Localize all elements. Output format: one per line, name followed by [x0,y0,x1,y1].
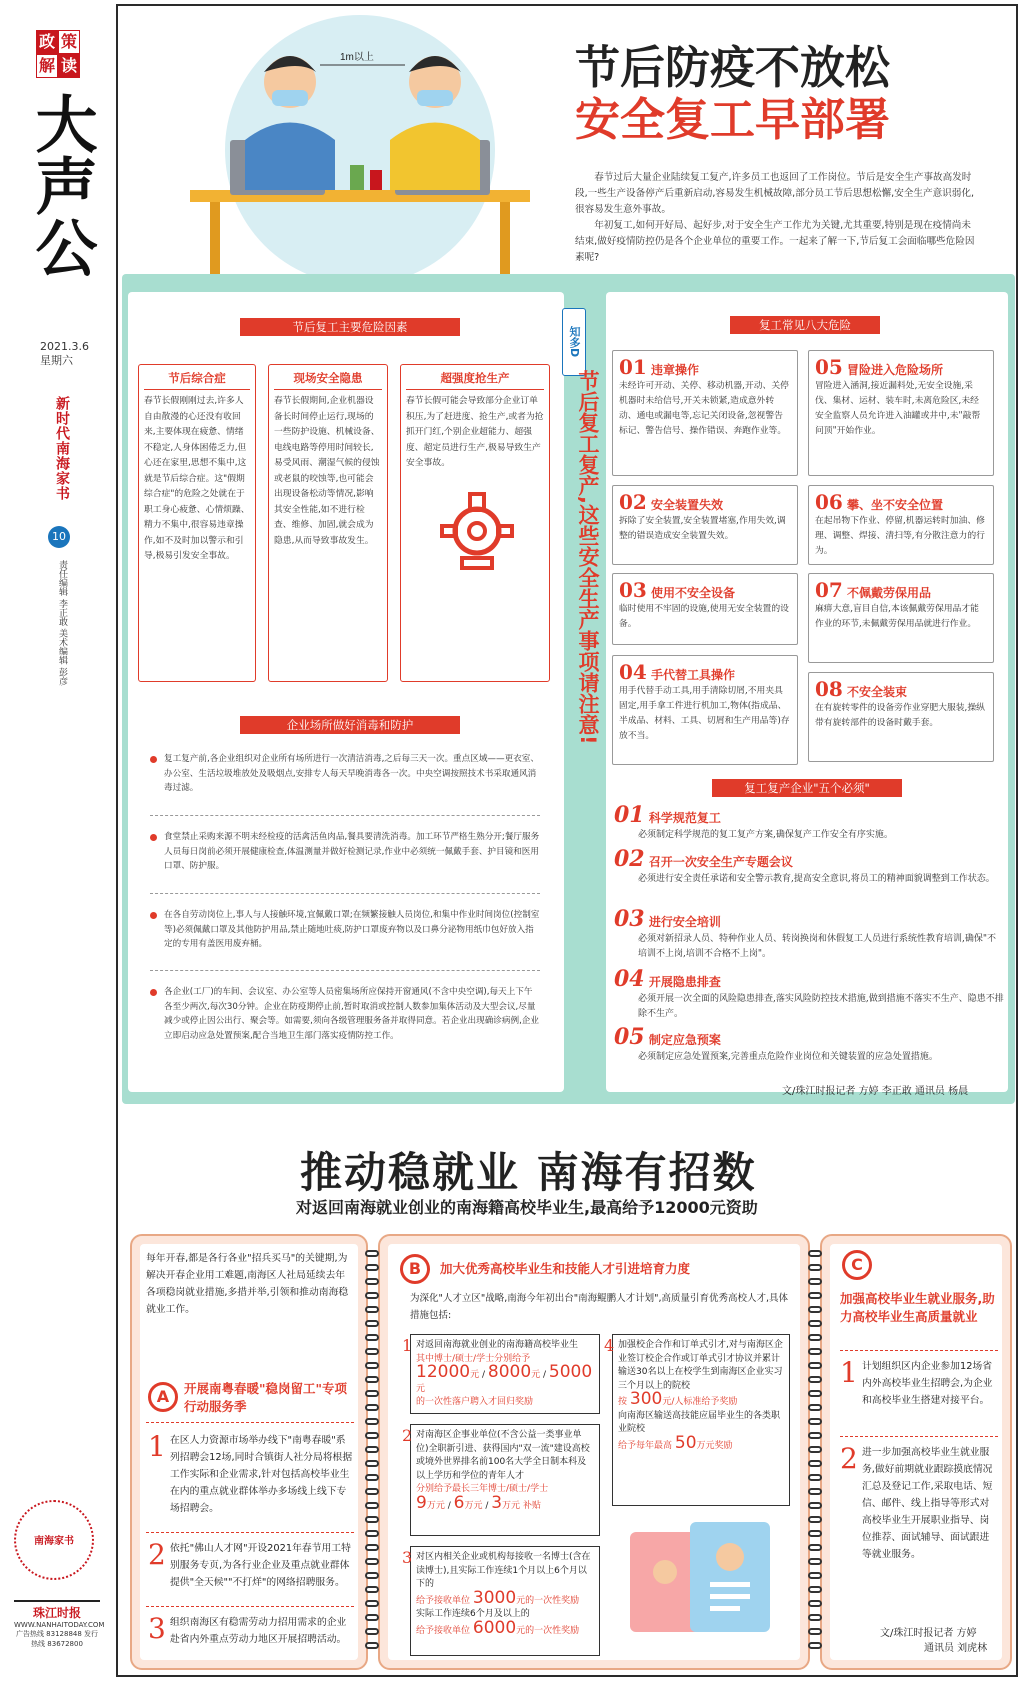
amount: 9 [416,1492,427,1513]
box-lead: 加强校企合作和订单式引才,对与南海区企业签订校企合作或订单式引才协议并累计输送30名以上在校学生到南海区企业实习三个月以上的院校 [618,1340,783,1391]
badge-char: 解 [36,54,58,78]
box-sub: 分别给予最长三年博士/硕士/学士 [416,1484,549,1494]
amount: 3 [491,1492,503,1513]
box-lead: 实际工作连续6个月及以上的 [416,1609,530,1619]
divider [840,1350,998,1351]
box-lead: 对返回南海就业创业的南海籍高校毕业生 [416,1340,579,1350]
employment-subtitle: 对返回南海就业创业的南海籍高校毕业生,最高给予12000元资助 [296,1198,758,1217]
divider [150,893,540,894]
funding-box-3 [410,1546,600,1656]
spiral-ring [808,1320,822,1327]
danger-item [808,672,994,762]
resume-illustration [620,1512,790,1652]
box-lead: 向南海区输送高技能应届毕业生的各类职业院校 [618,1410,781,1434]
page-title: 大声公 [25,92,98,278]
section-a-title: 开展南粤春暖"稳岗留工"专项行动服务季 [184,1381,348,1414]
unit: 元 [516,1625,526,1636]
spiral-ring [808,1586,822,1593]
spiral-ring [808,1292,822,1299]
spiral-ring [365,1474,379,1481]
must-item [614,906,1004,962]
spiral-ring [365,1306,379,1313]
section-c-title: 加强高校毕业生就业服务,助力高校毕业生高质量就业 [840,1291,995,1324]
badge-char: 政 [36,30,58,54]
unit: 万元 [426,1500,445,1511]
spiral-ring [808,1362,822,1369]
danger-text: 麻痹大意,盲目自信,本该佩戴劳保用品才能作业的环节,未佩戴劳保用品就进行作业。 [815,604,979,629]
must-title: 召开一次安全生产专题会议 [648,855,793,869]
spiral-ring [365,1628,379,1635]
section-letter-b: B [400,1254,430,1284]
spiral-ring [808,1544,822,1551]
spiral-ring [365,1516,379,1523]
spiral-ring [365,1600,379,1607]
must-text: 必须制定科学规范的复工复产方案,确保复产工作安全有序实施。 [638,830,893,840]
spiral-ring [365,1642,379,1649]
hero-title [575,42,890,146]
must-item [614,802,1004,843]
paper-site: WWW.NANHAITODAY.COM [14,1621,105,1629]
hero-intro [575,170,975,266]
c-item-text: 进一步加强高校毕业生就业服务,做好前期就业跟踪摸底情况汇总及登记工作,采取电话、短信、邮件、线上指导等形式对高校毕业生开展职业指导、岗位推荐、面试辅导、面试跟进等就业服务。 [862,1447,993,1560]
spiral-ring [365,1488,379,1495]
section-letter-a: A [148,1382,178,1412]
spiral-ring [808,1390,822,1397]
box-lead: 对南海区企事业单位(不含公益一类事业单位)全职新引进、获得国内"双一流"建设高校或境外世界排名前100名大学全日制本科及以上学历和学位的青年人才 [416,1430,590,1481]
risk-box-text: 春节长假期间,企业机器设备长时间停止运行,现场的一些防护设施、机械设备、电线电路等停用时间较长,易受风雨、潮湿气候的侵蚀或老鼠的咬蚀等,也可能会出现设备松动等情况,影响其安全性能,如不进行检查、维修、加固,就会成为隐患,从而导致事故发生。 [274,396,380,546]
spiral-ring [808,1474,822,1481]
spiral-ring [808,1404,822,1411]
spiral-ring [808,1418,822,1425]
box-no: 4 [604,1336,615,1355]
eight-ribbon: 复工常见八大危险 [730,316,880,334]
side-vertical-title: 节后复工复产,这些安全生产事项请注意! [576,370,600,745]
unit: 元 [531,1370,541,1380]
must-no: 05 [614,1024,645,1050]
office-workers-illustration [150,10,570,300]
spiral-ring [808,1488,822,1495]
series-title: 新时代南海家书 [54,396,70,501]
date-text: 2021.3.6 [40,340,89,353]
spiral-ring [365,1432,379,1439]
a-item-text: 依托"佛山人才网"开设2021年春节用工特别服务专页,为各行业企业及重点就业群体提供"全天候""不打烊"的网络招聘服务。 [170,1543,351,1588]
amount: 12000 [416,1362,471,1382]
must-title: 进行安全培训 [648,915,721,929]
column-badge [36,30,80,74]
machine-gear-icon [432,486,522,576]
risk-box-text: 春节长假刚刚过去,许多人自由散漫的心还没有收回来,主要体现在疲惫、情绪不稳定,人身体困倦乏力,但心还在家里,思想不集中,这就是节后综合症。这"假期综合症"的危险之处就在于职工身心疲惫、心情烦躁、精力不集中,很容易违章操作,如不及时加以警示和引导,极易引发安全事故。 [144,396,250,561]
must-item [614,846,1004,887]
spiral-ring [365,1376,379,1383]
c-item-no: 2 [840,1442,858,1475]
a-item-no: 1 [148,1430,166,1463]
spiral-ring [365,1502,379,1509]
tag-zhiduo: 知多D [562,308,586,376]
box-tail: 补贴 [522,1500,541,1511]
danger-no: 06 [815,490,843,514]
must-item [614,1024,1004,1065]
spiral-ring [808,1600,822,1607]
must-text: 必须开展一次全面的风险隐患排查,落实风险防控技术措施,做到措施不落实不生产、隐患不排除不生产。 [638,994,1004,1019]
risk-box-text: 春节长假可能会导致部分企业订单积压,为了赶进度、抢生产,或者为抢抓开门红,个别企业超能力、超强度、超定员进行生产,极易导致生产安全事故。 [406,396,544,468]
danger-text: 拆除了安全装置,安全装置堵塞,作用失效,调整的错误造成安全装置失效。 [619,516,786,541]
distance-label: 1m以上 [340,52,374,63]
credit-line: 通讯员 刘虎林 [924,1643,988,1654]
spiral-ring [808,1334,822,1341]
amount: 300 [629,1389,663,1409]
credit-line: 文/珠江时报记者 方婷 [880,1628,977,1639]
issue-date [40,340,89,368]
danger-item [612,485,798,565]
box-tail: 的一次性奖励 [525,1625,580,1636]
spiral-binding [808,1250,822,1656]
hero-title-line1: 节后防疫不放松 [575,41,891,94]
spiral-ring [365,1348,379,1355]
spiral-ring [808,1516,822,1523]
must-item [614,966,1004,1022]
spiral-ring [365,1460,379,1467]
unit: 元 [516,1595,526,1606]
funding-box-4 [612,1334,790,1506]
box-tail: 的一次性奖励 [525,1595,580,1606]
c-item-no: 1 [840,1356,858,1389]
danger-title: 冒险进入危险场所 [847,363,944,377]
employment-intro: 每年开春,都是各行各业"招兵买马"的关键期,为解决开春企业用工难题,南海区人社局延续去年各项稳岗就业措施,多措并举,引领和推动南海稳就业工作。 [146,1253,349,1315]
spiral-binding [365,1250,379,1656]
danger-title: 违章操作 [651,363,700,377]
spiral-ring [365,1418,379,1425]
employment-title: 推动稳就业 南海有招数 [300,1148,757,1197]
box-sub: 给予每年最高 [618,1440,673,1451]
badge-char: 策 [58,30,80,54]
spiral-ring [808,1642,822,1649]
disinfect-item: 复工复产前,各企业组织对企业所有场所进行一次清洁消毒,之后每三天一次。重点区域——更衣室、办公室、生活垃圾堆放处及吸烟点,安排专人每天早晚消毒各一次。中央空调按照技术书采取通风消毒过滤。 [150,752,540,796]
spiral-ring [365,1278,379,1285]
divider [146,1532,354,1533]
spiral-ring [365,1250,379,1257]
disinfect-item: 在各自劳动岗位上,事人与人接触环境,宜佩戴口罩;在频繁接触人员岗位,和集中作业时间岗位(控制室等)必须佩戴口罩及其他防护用品,禁止随地吐痰,防护口罩废弃物以及口鼻分泌物用纸巾包好放入指定的专用有盖医用废弃桶。 [150,908,540,952]
risk-box [400,364,550,682]
disinfect-ribbon: 企业场所做好消毒和防护 [240,716,460,734]
must-text: 必须制定应急处置预案,完善重点危险作业岗位和关键装置的应急处置措施。 [638,1052,938,1062]
box-tail: /人标准给予奖励 [671,1397,738,1407]
spiral-ring [365,1544,379,1551]
risk-box [268,364,388,682]
disinfect-item: 各企业(工厂)的车间、会议室、办公室等人员密集场所应保持开窗通风(不含中央空调),每天上下午各至少两次,每次30分钟。企业在防疫期停止前,暂时取消或控制人数参加集体活动及大型会议,尽量减少或停止因公出行、聚会等。如需要,须向各级管理服务备并取得同意。若企业出现确诊病例,企业立即启动应急处置预案,配合当地卫生部门落实疫情防控工作。 [150,985,540,1043]
qr-label: 南海家书 [34,1536,74,1547]
danger-no: 04 [619,660,647,684]
must-no: 03 [614,906,645,932]
must-text: 必须对新招录人员、特种作业人员、转岗换岗和休假复工人员进行系统性教育培训,确保"不培训不上岗,培训不合格不上岗"。 [638,934,997,959]
unit: 元 [662,1397,672,1407]
unit: 万元 [502,1500,521,1511]
spiral-ring [365,1572,379,1579]
danger-text: 在起吊物下作业、停留,机器运转时加油、修理、调整、焊接、清扫等,有分散注意力的行为。 [815,516,985,556]
spiral-ring [365,1404,379,1411]
unit: 元 [416,1383,426,1394]
box-no: 3 [402,1548,413,1567]
danger-text: 在有旋转零件的设备旁作业穿肥大服装,操纵带有旋转部件的设备时戴手套。 [815,703,985,728]
danger-text: 冒险进入涵洞,接近漏料处,无安全设施,采伐、集材、运材、装车时,未离危险区,未经安全监察人员允许进入油罐或井中,未"敲帮问顶"开始作业。 [815,381,981,436]
danger-item [808,350,994,476]
amount: 6 [453,1492,465,1513]
five-ribbon: 复工复产企业"五个必须" [712,779,902,797]
spiral-ring [365,1334,379,1341]
risk-box-title: 节后综合症 [144,370,250,390]
spiral-ring [808,1348,822,1355]
danger-title: 使用不安全设备 [651,586,736,600]
spiral-ring [808,1432,822,1439]
spiral-ring [808,1614,822,1621]
spiral-ring [808,1530,822,1537]
amount: 8000 [487,1362,532,1382]
section-b-title: 加大优秀高校毕业生和技能人才引进培育力度 [440,1261,691,1276]
box-sub: 给予接收单位 [416,1595,471,1606]
danger-title: 攀、坐不安全位置 [847,498,944,512]
spiral-ring [365,1558,379,1565]
amount: 50 [674,1432,697,1453]
danger-no: 02 [619,490,647,514]
spiral-ring [365,1446,379,1453]
box-tail: 奖励 [714,1440,733,1451]
spiral-ring [808,1502,822,1509]
danger-title: 手代替工具操作 [651,668,736,682]
danger-item [808,485,994,565]
unit: 元 [470,1370,480,1380]
risk-box-title: 超强度抢生产 [406,370,544,390]
editor-credits: 责任编辑 李正敢 美术编辑 彭彦 [57,560,67,686]
amount: 5000 [548,1362,593,1382]
danger-title: 安全装置失效 [651,498,724,512]
danger-item [808,573,994,663]
spiral-ring [808,1250,822,1257]
badge-char: 读 [58,54,80,78]
must-title: 开展隐患排查 [648,975,721,989]
section-letter-c: C [842,1250,872,1280]
danger-item [612,655,798,765]
spiral-ring [808,1460,822,1467]
a-item-no: 3 [148,1612,166,1645]
danger-item [612,573,798,645]
danger-text: 临时使用不牢固的设施,使用无安全装置的设备。 [619,604,789,629]
box-sub: 其中博士/硕士/学士分别给予 [416,1353,531,1364]
must-no: 02 [614,846,645,872]
paper-logo [14,1600,105,1649]
risk-box-title: 现场安全隐患 [274,370,382,390]
masthead [0,0,112,1681]
paper-logo-text: 珠江时报 [32,1606,81,1620]
spiral-ring [808,1376,822,1383]
spiral-ring [808,1558,822,1565]
danger-title: 不佩戴劳保用品 [847,586,932,600]
spiral-ring [365,1292,379,1299]
spiral-ring [808,1572,822,1579]
a-item-no: 2 [148,1538,166,1571]
spiral-ring [808,1278,822,1285]
divider [150,815,540,816]
divider [840,1436,998,1437]
safety-credit: 文/珠江时报记者 方婷 李正敢 通讯员 杨晨 [782,1086,969,1097]
spiral-ring [365,1362,379,1369]
spiral-ring [808,1306,822,1313]
funding-box-1: 对返回南海就业创业的南海籍高校毕业生 其中博士/硕士/学士分别给予 12000元 / 8000元 / 5000元 的一次性落户聘入才回归奖励 [410,1334,600,1414]
box-sub: 给予接收单位 [416,1625,471,1636]
danger-no: 07 [815,578,843,602]
spiral-ring [808,1264,822,1271]
danger-title: 不安全装束 [847,685,908,699]
spiral-ring [365,1390,379,1397]
weekday-text: 星期六 [40,354,73,367]
must-title: 科学规范复工 [648,811,721,825]
box-no: 2 [402,1426,413,1445]
box-lead: 对区内相关企业或机构每接收一名博士(含在读博士),且实际工作连续1个月以上6个月以下的 [416,1552,591,1589]
funding-box-2: 对南海区企事业单位(不含公益一类事业单位)全职新引进、获得国内"双一流"建设高校或境外世界排名前100名大学全日制本科及以上学历和学位的青年人才 分别给予最长三年博士/硕士/学士 9万元 / 6万元 / 3万元 补贴 [410,1424,600,1536]
amount: 3000 [472,1587,517,1608]
danger-text: 未经许可开动、关停、移动机器,开动、关停机器时未给信号,开关未锁紧,造成意外转动、通电或漏电等,忘记关闭设备,忽视警告标记、警告信号、操作错误、奔跑作业等。 [619,381,789,436]
must-no: 01 [614,802,645,828]
disinfect-item: 食堂禁止采购来源不明未经检疫的活禽活鱼肉品,餐具要清洗消毒。加工环节严格生熟分开;餐厅服务人员每日岗前必须开展健康检查,体温测量并做好检测记录,作业中必须统一佩戴手套、护目镜和医用口罩、防护服。 [150,830,540,874]
intro-paragraph: 年初复工,如何开好局、起好步,对于安全生产工作尤为关键,尤其重要,特别是现在疫情尚未结束,做好疫情防控仍是各个企业单位的重要工作。一起来了解一下,节后复工会面临哪些危险因素呢? [575,220,975,263]
divider [146,1422,354,1423]
divider [146,1606,354,1607]
spiral-ring [808,1628,822,1635]
divider [150,970,540,971]
spiral-ring [365,1614,379,1621]
unit: 万元 [464,1500,483,1511]
amount: 6000 [472,1617,517,1638]
danger-no: 08 [815,677,843,701]
intro-paragraph: 春节过后大量企业陆续复工复产,许多员工也返回了工作岗位。节后是安全生产事故高发时段,一些生产设备停产后重新启动,容易发生机械故障,部分员工节后思想松懈,安全生产意识弱化,很容易发生意外事故。 [575,172,974,215]
section-b-intro: 为深化"人才立区"战略,南海今年初出台"南海鲲鹏人才计划",高质量引育优秀高校人才,具体措施包括: [410,1293,789,1321]
spiral-ring [365,1320,379,1327]
must-text: 必须进行安全责任承诺和安全警示教育,提高安全意识,将员工的精神面貌调整到工作状态。 [638,874,995,884]
risk-box [138,364,256,682]
danger-text: 用手代替手动工具,用手清除切屑,不用夹具固定,用手拿工件进行机加工,物体(指成品、半成品、材料、工具、切屑和生产用品等)存放不当。 [619,686,790,741]
spiral-ring [365,1264,379,1271]
must-title: 制定应急预案 [648,1033,721,1047]
page-number: 10 [48,526,70,548]
c-item-text: 计划组织区内企业参加12场省内外高校毕业生招聘会,为企业和高校毕业生搭建对接平台。 [862,1361,993,1406]
a-item-text: 组织南海区有稳需劳动力招用需求的企业赴省内外重点劳动力地区开展招聘活动。 [170,1617,347,1645]
box-sub: 按 [618,1397,628,1407]
danger-item [612,350,798,476]
danger-no: 05 [815,355,843,379]
hero-title-line2: 安全复工早部署 [575,93,891,146]
danger-no: 03 [619,578,647,602]
box-tail: 的一次性落户聘入才回归奖励 [416,1397,534,1407]
qr-code [14,1500,94,1580]
spiral-ring [365,1530,379,1537]
spiral-ring [808,1446,822,1453]
employment-credit [880,1624,1000,1654]
paper-phones: 广告热线 83128848 发行热线 83672800 [15,1630,99,1648]
spiral-ring [365,1586,379,1593]
danger-no: 01 [619,355,647,379]
a-item-text: 在区人力资源市场举办线下"南粤春暖"系列招聘会12场,同时合镇街人社分局将根据工作实际和企业需求,针对包括高校毕业生在内的重点就业群体举办多场线上线下专场招聘会。 [170,1435,353,1514]
unit: 万元 [696,1440,715,1451]
must-no: 04 [614,966,645,992]
risk-ribbon: 节后复工主要危险因素 [240,318,460,336]
box-no: 1 [402,1336,413,1355]
